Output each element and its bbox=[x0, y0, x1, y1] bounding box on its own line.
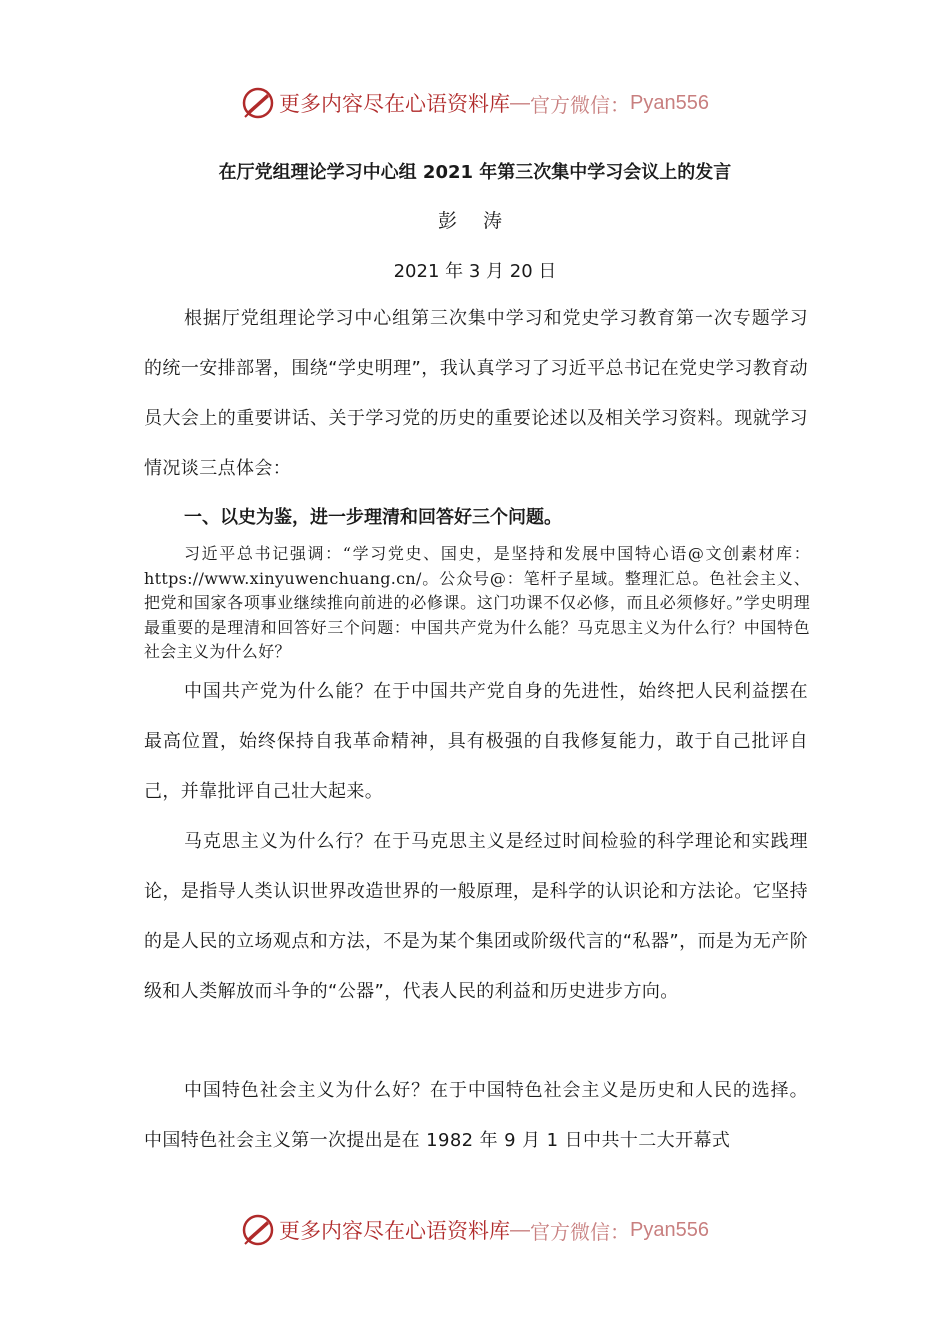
watermark-banner-top bbox=[0, 83, 950, 123]
party-paragraph: 中国共产党为什么能？在于中国共产党自身的先进性，始终把人民利益摆在最高位置，始终保持自我革命精神，具有极强的自我修复能力，敢于自己批评自己，并靠批评自己壮大起来。 bbox=[144, 681, 808, 802]
watermark-dash: — bbox=[510, 1218, 531, 1241]
socialism-paragraph: 中国特色社会主义为什么好？在于中国特色社会主义是历史和人民的选择。中国特色社会主义第一次提出是在 1982 年 9 月 1 日中共十二大开幕式 bbox=[144, 1080, 808, 1151]
watermark-contact-id: Pyan556 bbox=[630, 1218, 709, 1241]
marxism-paragraph: 马克思主义为什么行？在于马克思主义是经过时间检验的科学理论和实践理论，是指导人类认识世界改造世界的一般原理，是科学的认识论和方法论。它坚持的是人民的立场观点和方法，不是为某个集团或阶级代言的“私器”，而是为无产阶级和人类解放而斗争的“公器”，代表人民的利益和历史进步方向。 bbox=[144, 831, 808, 1002]
watermark-slogan: 更多内容尽在心语资料库 bbox=[279, 92, 511, 116]
quill-logo-icon bbox=[241, 1213, 275, 1247]
watermark-slogan: 更多内容尽在心语资料库 bbox=[279, 1219, 511, 1243]
watermark-banner-bottom bbox=[0, 1210, 950, 1250]
intro-paragraph: 根据厅党组理论学习中心组第三次集中学习和党史学习教育第一次专题学习的统一安排部署，围绕“学史明理”，我认真学习了习近平总书记在党史学习教育动员大会上的重要讲话、关于学习党的历史的重要论述以及相关学习资料。现就学习情况谈三点体会： bbox=[144, 308, 808, 479]
document-date: 2021 年 3 月 20 日 bbox=[393, 261, 557, 282]
watermark-contact-label: 官方微信： bbox=[530, 1221, 631, 1244]
document-author: 彭 涛 bbox=[437, 210, 513, 232]
watermark-contact-id: Pyan556 bbox=[630, 91, 709, 114]
watermark-dash: — bbox=[510, 91, 531, 114]
watermark-contact-label: 官方微信： bbox=[530, 94, 631, 117]
document-title: 在厅党组理论学习中心组 2021 年第三次集中学习会议上的发言 bbox=[218, 162, 732, 183]
quill-logo-icon bbox=[241, 86, 275, 120]
quote-paragraph: 习近平总书记强调：“学习党史、国史，是坚持和发展中国特心语@文创素材库：https://www.xinyuwenchuang.cn/。公众号@：笔杆子星域。整理汇总。色社会主义、把党和国家各项事业继续推向前进的必修课。这门功课不仅必修，而且必须修好。”学史明理最重要的是理清和回答好三个问题：中国共产党为什么能？马克思主义为什么行？中国特色社会主义为什么好？ bbox=[144, 544, 810, 661]
section-heading: 一、以史为鉴，进一步理清和回答好三个问题。 bbox=[184, 507, 562, 528]
